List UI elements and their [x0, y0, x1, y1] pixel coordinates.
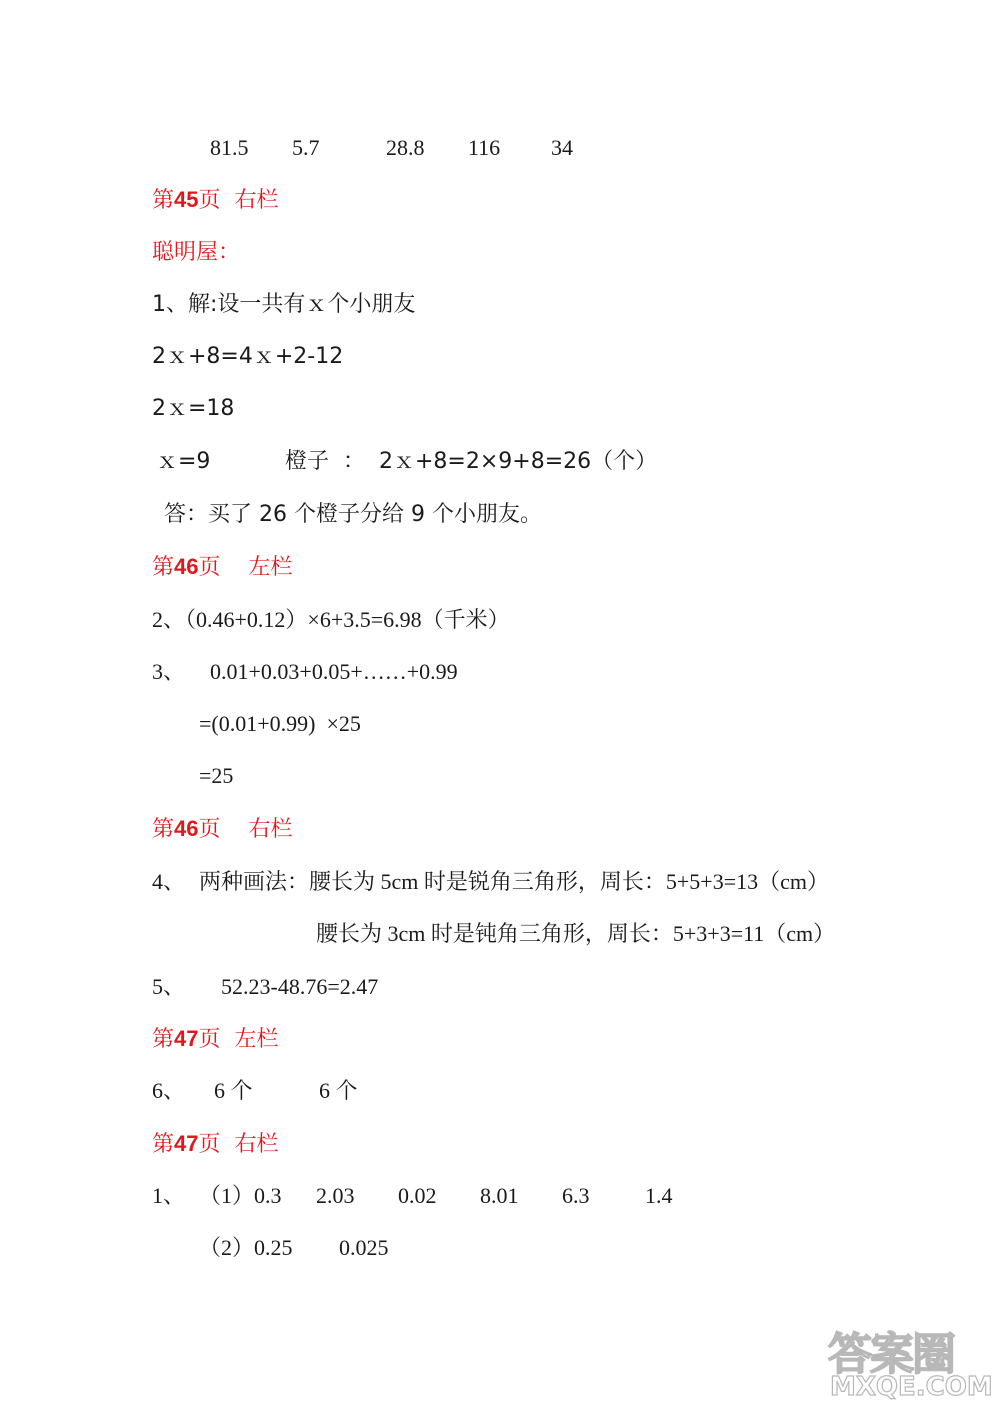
top-row-value-2: 5.7: [292, 135, 320, 160]
q1-line-3: 2ｘ=18: [152, 396, 235, 421]
top-row-value-5: 34: [551, 135, 573, 160]
heading-suffix: 页 右栏: [198, 188, 279, 213]
q5-expression: 52.23-48.76=2.47: [221, 974, 379, 999]
section-heading-p47-right: [152, 1130, 279, 1159]
q6-answer-b: 6 个: [319, 1078, 358, 1103]
top-row-value-1: 81.5: [210, 135, 249, 160]
q1-line-4b: 橙子 ： 2ｘ+8=2×9+8=26（个）: [285, 449, 658, 474]
q4-label: 4、: [152, 869, 186, 894]
r1-label: 1、: [152, 1183, 186, 1208]
heading-prefix: 第: [152, 1132, 175, 1157]
heading-prefix: 第: [152, 188, 175, 213]
r1-part1-value-3: 0.02: [398, 1183, 437, 1208]
q4-line-1: 两种画法：腰长为 5cm 时是锐角三角形，周长：5+5+3=13（cm）: [199, 869, 829, 894]
heading-page-number: 47: [174, 1131, 199, 1156]
heading-suffix: 页 右栏: [198, 1132, 279, 1157]
heading-prefix: 第: [152, 1027, 175, 1052]
r1-part1-value-5: 6.3: [562, 1183, 590, 1208]
q6-answer-a: 6 个: [214, 1078, 253, 1103]
top-row-value-4: 116: [468, 135, 501, 160]
q6-label: 6、: [152, 1078, 186, 1103]
section-heading-p47-left: [152, 1025, 279, 1054]
r1-part1-value-4: 8.01: [480, 1183, 519, 1208]
watermark: [828, 1318, 993, 1408]
q2-line: 2、（0.46+0.12）×6+3.5=6.98（千米）: [152, 607, 510, 632]
section-heading-p46-left: [152, 553, 292, 582]
heading-page-number: 46: [174, 816, 199, 841]
q1-line-2: 2ｘ+8=4ｘ+2-12: [152, 344, 344, 369]
heading-suffix: 页 右栏: [198, 817, 293, 842]
q3-line-1: 0.01+0.03+0.05+……+0.99: [210, 659, 458, 684]
heading-prefix: 第: [152, 817, 175, 842]
watermark-site: MXQE.COM: [830, 1372, 993, 1402]
q3-label: 3、: [152, 659, 186, 684]
section-heading-p46-right: [152, 815, 292, 844]
q5-label: 5、: [152, 974, 186, 999]
section-heading-p45-right: [152, 186, 279, 215]
heading-page-number: 45: [174, 187, 199, 212]
r1-part1-value-2: 2.03: [316, 1183, 355, 1208]
q3-line-3: =25: [199, 763, 234, 788]
q3-line-2: =(0.01+0.99) ×25: [199, 711, 361, 736]
subheading-smart-house: 聪明屋：: [152, 240, 241, 265]
heading-prefix: 第: [152, 555, 175, 580]
heading-page-number: 47: [174, 1026, 199, 1051]
r1-part2-value-1: （2）0.25: [199, 1235, 293, 1260]
heading-page-number: 46: [174, 554, 199, 579]
q4-line-2: 腰长为 3cm 时是钝角三角形，周长：5+3+3=11（cm）: [316, 921, 836, 946]
heading-suffix: 页 左栏: [198, 555, 293, 580]
q1-line-4a: ｘ=9: [156, 449, 211, 474]
top-row-value-3: 28.8: [386, 135, 425, 160]
watermark-logo: 答案圈: [828, 1329, 954, 1380]
q1-line-1: 1、解:设一共有ｘ个小朋友: [152, 292, 416, 317]
q1-answer: 答：买了 26 个橙子分给 9 个小朋友。: [164, 502, 542, 527]
r1-part2-value-2: 0.025: [339, 1235, 389, 1260]
heading-suffix: 页 左栏: [198, 1027, 279, 1052]
r1-part1-value-1: （1）0.3: [199, 1183, 282, 1208]
r1-part1-value-6: 1.4: [645, 1183, 673, 1208]
